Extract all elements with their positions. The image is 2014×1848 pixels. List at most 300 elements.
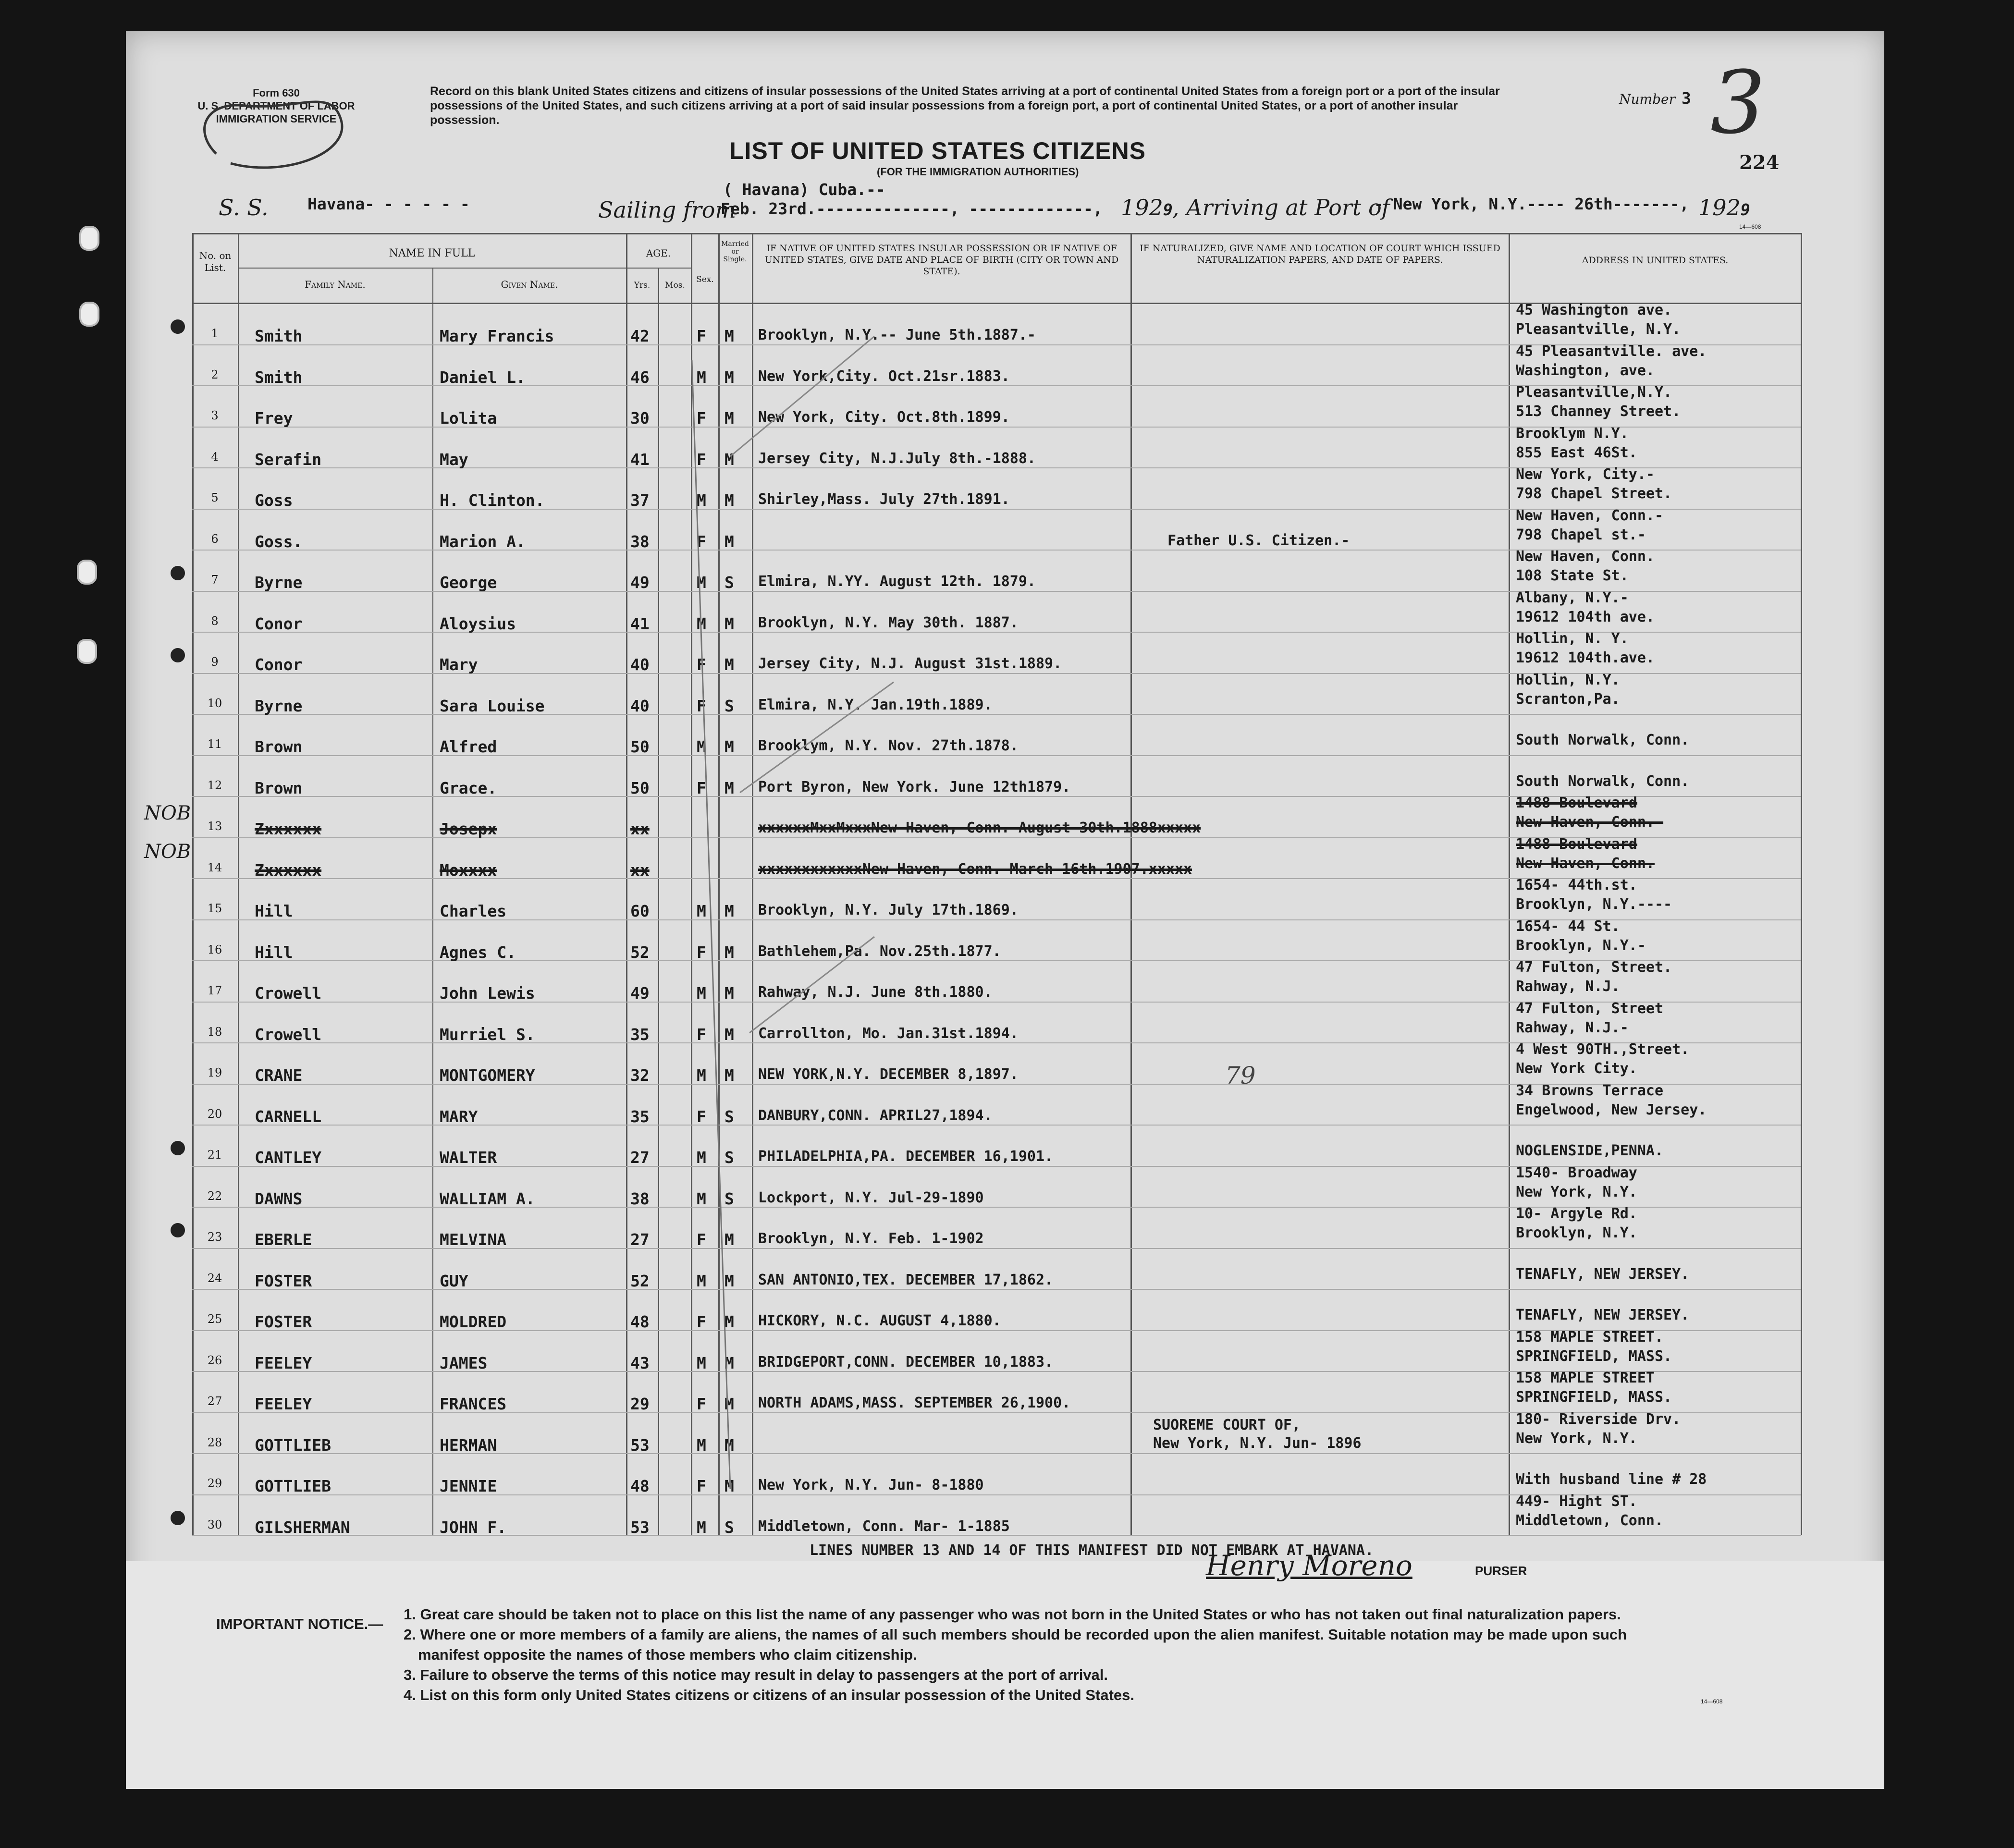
age-years: 37	[630, 491, 650, 510]
col-header-sex: Sex.	[696, 275, 714, 284]
given-name: Charles	[440, 902, 507, 920]
given-name: Mary Francis	[440, 327, 554, 345]
address-line-1: 34 Browns Terrace	[1516, 1082, 1664, 1099]
sex: F	[697, 532, 706, 551]
row-number: 19	[207, 1066, 222, 1079]
address-line-2: 19612 104th.ave.	[1516, 649, 1655, 666]
age-years: 27	[630, 1148, 650, 1167]
family-name: Conor	[255, 614, 303, 633]
printer-mark-footer: 14—608	[1701, 1698, 1723, 1705]
col-border	[432, 268, 433, 1535]
stamped-circle-mark	[187, 58, 370, 183]
family-name: Zxxxxxx	[255, 820, 322, 838]
punch-hole	[79, 302, 99, 327]
family-name: GILSHERMAN	[255, 1518, 350, 1537]
address-line-1: 449- Hight ST.	[1516, 1493, 1637, 1510]
row-number: 4	[211, 450, 219, 464]
handwritten-number: 3	[1710, 53, 1766, 153]
sailing-year-prefix: 192	[1121, 195, 1163, 220]
given-name: HERMAN	[440, 1435, 497, 1455]
address-line-2: Engelwood, New Jersey.	[1516, 1101, 1707, 1118]
address-line-1: New Haven, Conn.-	[1516, 507, 1664, 524]
birth-place-date: xxxxxxMxxMxxxNew Haven, Conn. August 30th.1888xxxxx	[758, 820, 1201, 836]
sex: M	[697, 491, 706, 510]
punch-hole	[79, 226, 99, 251]
address-line-1: Hollin, N.Y.	[1516, 671, 1620, 688]
address-line-2: Pleasantville, N.Y.	[1516, 321, 1681, 338]
sailing-year-suffix: 9	[1163, 200, 1173, 219]
family-name: Smith	[255, 367, 303, 387]
birth-place-date: NORTH ADAMS,MASS. SEPTEMBER 26,1900.	[758, 1395, 1071, 1411]
age-years: 40	[630, 696, 650, 715]
marital-status: M	[725, 327, 734, 345]
address-line-2: New York, N.Y.	[1516, 1430, 1637, 1447]
given-name: FRANCES	[440, 1395, 507, 1413]
age-years: 53	[630, 1518, 650, 1537]
row-number: 12	[207, 778, 222, 792]
birth-place-date: Rahway, N.J. June 8th.1880.	[758, 984, 993, 1001]
notice-item-2-cont: manifest opposite the names of those members who claim citizenship.	[418, 1646, 917, 1663]
arrival-year-prefix: 192	[1698, 195, 1741, 220]
arriving-label: , Arriving at Port of	[1172, 195, 1390, 220]
row-number: 6	[211, 532, 219, 546]
family-name: DAWNS	[255, 1189, 303, 1208]
birth-place-date: Elmira, N.YY. August 12th. 1879.	[758, 573, 1036, 590]
row-separator	[192, 1125, 1801, 1126]
sex: F	[697, 655, 706, 674]
list-number-label: Number	[1619, 91, 1675, 107]
given-name: WALTER	[440, 1148, 497, 1167]
sex: F	[697, 409, 706, 428]
given-name: George	[440, 573, 497, 592]
family-name: Goss	[255, 491, 293, 510]
address-line-2: Rahway, N.J.	[1516, 978, 1620, 995]
col-border	[192, 233, 194, 1535]
given-name: Grace.	[440, 778, 497, 797]
age-years: 41	[630, 450, 650, 469]
sex: M	[697, 902, 706, 920]
col-border	[626, 233, 627, 1535]
family-name: GOTTLIEB	[255, 1477, 331, 1495]
marital-status: M	[725, 1312, 734, 1331]
given-name: MONTGOMERY	[440, 1066, 535, 1085]
row-number: 29	[207, 1477, 222, 1490]
given-name: JAMES	[440, 1353, 488, 1372]
sex: F	[697, 1230, 706, 1249]
address-line-1: New Haven, Conn.	[1516, 548, 1655, 565]
address-line-2: South Norwalk, Conn.	[1516, 772, 1690, 790]
family-name: Goss.	[255, 532, 303, 551]
footer-note: LINES NUMBER 13 AND 14 OF THIS MANIFEST DID NOT EMBARK AT HAVANA.	[810, 1542, 1374, 1559]
table-top-border	[192, 233, 1801, 234]
printer-mark: 14—608	[1739, 223, 1761, 230]
sex: F	[697, 1477, 706, 1495]
sailing-year	[1121, 195, 1173, 220]
address-line-2: New York, N.Y.	[1516, 1183, 1637, 1200]
row-number: 28	[207, 1435, 222, 1449]
address-line-2: TENAFLY, NEW JERSEY.	[1516, 1265, 1690, 1283]
address-line-1: 158 MAPLE STREET.	[1516, 1328, 1664, 1346]
address-line-2: South Norwalk, Conn.	[1516, 732, 1690, 748]
col-header-yrs: Yrs.	[634, 281, 651, 290]
given-name: JENNIE	[440, 1477, 497, 1495]
family-name: GOTTLIEB	[255, 1435, 331, 1455]
given-name: MARY	[440, 1107, 478, 1126]
family-name: Brown	[255, 778, 303, 797]
pencil-check-marks	[673, 288, 961, 1537]
punch-dot	[171, 1511, 185, 1525]
margin-note-nob: NOB	[144, 841, 191, 863]
marital-status: M	[725, 902, 734, 920]
birth-place-date: Port Byron, New York. June 12th1879.	[758, 778, 1071, 795]
age-years: 50	[630, 778, 650, 797]
address-line-2: Brooklyn, N.Y.	[1516, 1224, 1637, 1241]
marital-status: M	[725, 409, 734, 428]
birth-place-date: PHILADELPHIA,PA. DECEMBER 16,1901.	[758, 1148, 1054, 1165]
row-number: 18	[207, 1025, 222, 1039]
birth-place-date: New York, N.Y. Jun- 8-1880	[758, 1477, 984, 1493]
address-line-1: Pleasantville,N.Y.	[1516, 384, 1672, 401]
row-number: 10	[207, 696, 222, 710]
sex: F	[697, 778, 706, 797]
age-years: 48	[630, 1312, 650, 1331]
punch-dot	[171, 648, 185, 662]
form-number: Form 630	[253, 87, 300, 99]
age-years: 42	[630, 327, 650, 345]
row-number: 7	[211, 573, 219, 587]
given-name: Daniel L.	[440, 367, 526, 387]
marital-status: M	[725, 1395, 734, 1413]
family-name: Crowell	[255, 984, 322, 1003]
age-years: 48	[630, 1477, 650, 1495]
given-name: Lolita	[440, 409, 497, 428]
page-number: 224	[1739, 151, 1780, 174]
family-name: FEELEY	[255, 1353, 312, 1372]
row-number: 25	[207, 1312, 222, 1326]
address-line-1: Hollin, N. Y.	[1516, 630, 1629, 647]
sailing-from-port: ( Havana) Cuba.--	[723, 180, 885, 199]
marital-status: S	[725, 1189, 734, 1208]
row-number: 26	[207, 1353, 222, 1367]
marital-status: S	[725, 1107, 734, 1126]
birth-place-date: Brooklym, N.Y. Nov. 27th.1878.	[758, 737, 1019, 754]
family-name: Serafin	[255, 450, 322, 469]
age-years: 27	[630, 1230, 650, 1249]
birth-place-date: Shirley,Mass. July 27th.1891.	[758, 491, 1010, 508]
row-number: 2	[211, 367, 219, 381]
col-header-naturalized: IF NATURALIZED, GIVE NAME AND LOCATION OF COURT WHICH ISSUED NATURALIZATION PAPERS, AND DATE OF PAPERS.	[1140, 243, 1500, 265]
address-line-2: Middletown, Conn.	[1516, 1512, 1664, 1529]
address-line-2: 798 Chapel Street.	[1516, 485, 1672, 502]
row-number: 22	[207, 1189, 222, 1203]
row-number: 11	[207, 737, 222, 751]
given-name: MOLDRED	[440, 1312, 507, 1331]
col-border	[1130, 233, 1132, 1535]
row-number: 27	[207, 1395, 222, 1408]
birth-place-date: Brooklyn, N.Y. May 30th. 1887.	[758, 614, 1019, 631]
purser-label: PURSER	[1475, 1564, 1527, 1578]
age-years: 43	[630, 1353, 650, 1372]
given-name: Josepx	[440, 820, 497, 838]
birth-place-date: Brooklyn, N.Y. Feb. 1-1902	[758, 1230, 984, 1247]
row-number: 9	[211, 655, 219, 669]
family-name: Frey	[255, 409, 293, 428]
col-border	[238, 233, 239, 1535]
punch-dot	[171, 319, 185, 334]
age-years: 38	[630, 1189, 650, 1208]
sex: F	[697, 696, 706, 715]
given-name: H. Clinton.	[440, 491, 545, 510]
address-line-2: New Haven, Conn.	[1516, 855, 1655, 872]
notice-item-2: 2. Where one or more members of a family are aliens, the names of all such members should be recorded upon the alien manifest. Suitable notation may be made upon such	[404, 1626, 1627, 1643]
col-header-family: Family Name.	[305, 279, 366, 290]
row-separator	[192, 714, 1801, 715]
address-line-2: 798 Chapel st.-	[1516, 526, 1646, 543]
address-line-1: 1540- Broadway	[1516, 1164, 1637, 1181]
row-number: 30	[207, 1518, 222, 1531]
family-name: Conor	[255, 655, 303, 674]
margin-note-nob: NOB	[144, 802, 191, 824]
address-line-1: 1654- 44th.st.	[1516, 877, 1637, 893]
sex: F	[697, 327, 706, 345]
given-name: May	[440, 450, 468, 469]
age-years: 50	[630, 737, 650, 756]
given-name: Sara Louise	[440, 696, 545, 715]
sex: M	[697, 1189, 706, 1208]
address-line-1: 45 Pleasantville. ave.	[1516, 343, 1707, 360]
form-service: IMMIGRATION SERVICE	[216, 113, 337, 125]
ss-label: S. S.	[219, 195, 269, 220]
address-line-2: With husband line # 28	[1516, 1471, 1707, 1488]
given-name: Marion A.	[440, 532, 526, 551]
sex: M	[697, 984, 706, 1003]
intro-instructions: Record on this blank United States citizens and citizens of insular possessions of the United States arriving at a port of continental United States from a foreign port or a port of the insular possessions of the United States, and such citizens arriving at a port of said insular possessions from a foreign port, a port of continental United States, or a port of another insular possession.	[430, 85, 1500, 127]
address-line-2: Rahway, N.J.-	[1516, 1019, 1629, 1036]
age-years: 60	[630, 902, 650, 920]
notice-item-4: 4. List on this form only United States citizens or citizens of an insular possession of the United States.	[404, 1687, 1134, 1703]
col-header-no: No. on List.	[199, 250, 232, 273]
birth-place-date: xxxxxxxxxxxxNew Haven, Conn. March 16th.1907.xxxxx	[758, 860, 1192, 878]
age-years: 35	[630, 1107, 650, 1126]
row-separator	[192, 1453, 1801, 1454]
notice-item-3: 3. Failure to observe the terms of this notice may result in delay to passengers at the port of arrival.	[404, 1666, 1108, 1683]
family-name: Hill	[255, 942, 293, 962]
birth-place-date: HICKORY, N.C. AUGUST 4,1880.	[758, 1312, 1001, 1329]
marital-status: M	[725, 491, 734, 510]
address-line-2: New Haven, Conn.-	[1516, 814, 1664, 831]
sex: M	[697, 1353, 706, 1372]
age-years: 38	[630, 532, 650, 551]
arrival-year	[1698, 195, 1750, 220]
given-name: Murriel S.	[440, 1025, 535, 1044]
row-separator	[192, 755, 1801, 756]
address-line-1: 47 Fulton, Street.	[1516, 959, 1672, 976]
family-name: Zxxxxxx	[255, 860, 322, 880]
age-years: 29	[630, 1395, 650, 1413]
birth-place-date: Brooklyn, N.Y.-- June 5th.1887.-	[758, 327, 1036, 343]
address-line-2: SPRINGFIELD, MASS.	[1516, 1389, 1672, 1406]
age-years: 49	[630, 984, 650, 1003]
address-line-2: New York City.	[1516, 1060, 1637, 1077]
age-years: 30	[630, 409, 650, 428]
marital-status: M	[725, 367, 734, 387]
marital-status: S	[725, 1148, 734, 1167]
given-name: Moxxxx	[440, 860, 497, 880]
age-years: 53	[630, 1435, 650, 1455]
marital-status: M	[725, 1435, 734, 1455]
address-line-2: Brooklyn, N.Y.----	[1516, 896, 1672, 913]
page-subtitle: (FOR THE IMMIGRATION AUTHORITIES)	[877, 166, 1079, 178]
row-number: 17	[207, 984, 222, 997]
ship-name: Havana- - - - - -	[307, 195, 470, 213]
address-line-2: 513 Channey Street.	[1516, 403, 1681, 420]
court-mark: 79	[1225, 1062, 1256, 1089]
sex: M	[697, 614, 706, 633]
row-number: 1	[211, 327, 219, 340]
birth-place-date: BRIDGEPORT,CONN. DECEMBER 10,1883.	[758, 1353, 1054, 1371]
age-years: 41	[630, 614, 650, 633]
age-years: xx	[630, 860, 650, 880]
sailing-date: Feb. 23rd.--------------, -------------,	[721, 199, 1103, 218]
address-line-2: SPRINGFIELD, MASS.	[1516, 1347, 1672, 1365]
marital-status: M	[725, 1477, 734, 1495]
age-years: 49	[630, 573, 650, 592]
row-number: 13	[207, 820, 222, 833]
age-years: 52	[630, 1271, 650, 1290]
address-line-2: Scranton,Pa.	[1516, 690, 1620, 708]
row-number: 14	[207, 860, 222, 874]
given-name: Agnes C.	[440, 942, 516, 962]
marital-status: M	[725, 655, 734, 674]
row-number: 5	[211, 491, 219, 504]
marital-status: M	[725, 778, 734, 797]
age-years: xx	[630, 820, 650, 838]
sex: M	[697, 367, 706, 387]
name-subheader-line	[238, 268, 626, 269]
naturalization-info: New York, N.Y. Jun- 1896	[1153, 1434, 1362, 1452]
address-line-1: 45 Washington ave.	[1516, 302, 1672, 318]
punch-hole	[77, 639, 97, 664]
given-name: MELVINA	[440, 1230, 507, 1249]
row-separator	[192, 1248, 1801, 1249]
sex: F	[697, 1312, 706, 1331]
sex: M	[697, 1066, 706, 1085]
given-name: John Lewis	[440, 984, 535, 1003]
address-line-2: Washington, ave.	[1516, 362, 1655, 379]
birth-place-date: Brooklyn, N.Y. July 17th.1869.	[758, 902, 1019, 918]
address-line-1: 180- Riverside Drv.	[1516, 1410, 1681, 1428]
sex: M	[697, 1518, 706, 1537]
birth-place-date: Elmira, N.Y. Jan.19th.1889.	[758, 696, 993, 713]
address-line-2: 19612 104th ave.	[1516, 608, 1655, 625]
marital-status: S	[725, 696, 734, 715]
age-years: 46	[630, 367, 650, 387]
sex: M	[697, 737, 706, 756]
address-line-1: 1488 Boulevard	[1516, 835, 1637, 853]
marital-status: M	[725, 1230, 734, 1249]
birth-place-date: Lockport, N.Y. Jul-29-1890	[758, 1189, 984, 1206]
marital-status: M	[725, 450, 734, 469]
address-line-2: 108 State St.	[1516, 567, 1629, 584]
address-line-1: 4 West 90TH.,Street.	[1516, 1041, 1690, 1058]
col-header-name: NAME IN FULL	[389, 247, 475, 259]
sex: M	[697, 1148, 706, 1167]
age-years: 35	[630, 1025, 650, 1044]
col-border	[1801, 233, 1802, 1535]
arrival-port: - New York, N.Y.---- 26th-------,	[1374, 195, 1689, 213]
family-name: Byrne	[255, 696, 303, 715]
sex: F	[697, 450, 706, 469]
col-border	[658, 268, 659, 1535]
sex: M	[697, 1271, 706, 1290]
sex: F	[697, 1107, 706, 1126]
address-line-2: Brooklyn, N.Y.-	[1516, 937, 1646, 954]
birth-place-date: Bathlehem,Pa. Nov.25th.1877.	[758, 942, 1001, 960]
birth-place-date: Jersey City, N.J.July 8th.-1888.	[758, 450, 1036, 467]
address-line-2: 855 East 46St.	[1516, 444, 1637, 461]
marital-status: M	[725, 984, 734, 1003]
form-department: U. S. DEPARTMENT OF LABOR	[197, 100, 355, 112]
birth-place-date: Middletown, Conn. Mar- 1-1885	[758, 1518, 1010, 1535]
given-name: GUY	[440, 1271, 468, 1290]
col-header-address: ADDRESS IN UNITED STATES.	[1582, 255, 1729, 266]
address-line-1: Brooklym N.Y.	[1516, 425, 1629, 442]
family-name: FOSTER	[255, 1271, 312, 1290]
marital-status: S	[725, 1518, 734, 1537]
sex: F	[697, 1025, 706, 1044]
sex: F	[697, 1395, 706, 1413]
marital-status: M	[725, 532, 734, 551]
naturalization-info: SUOREME COURT OF,	[1153, 1416, 1301, 1433]
family-name: Smith	[255, 327, 303, 345]
family-name: Hill	[255, 902, 293, 920]
birth-place-date: Jersey City, N.J. August 31st.1889.	[758, 655, 1062, 672]
purser-signature: Henry Moreno	[1206, 1549, 1412, 1582]
address-line-1: 47 Fulton, Street	[1516, 1000, 1664, 1017]
row-number: 8	[211, 614, 219, 628]
row-number: 21	[207, 1148, 222, 1162]
punch-dot	[171, 1223, 185, 1237]
marital-status: M	[725, 737, 734, 756]
col-header-age: AGE.	[646, 247, 671, 259]
family-name: Crowell	[255, 1025, 322, 1044]
col-header-birth: IF NATIVE OF UNITED STATES INSULAR POSSESSION OR IF NATIVE OF UNITED STATES, GIVE DATE AND PLACE OF BIRTH (CITY OR TOWN AND STATE).	[764, 243, 1119, 277]
age-years: 40	[630, 655, 650, 674]
family-name: FOSTER	[255, 1312, 312, 1331]
birth-place-date: SAN ANTONIO,TEX. DECEMBER 17,1862.	[758, 1271, 1054, 1288]
punch-dot	[171, 566, 185, 580]
address-line-1: 1654- 44 St.	[1516, 918, 1620, 935]
col-header-given: Given Name.	[501, 279, 558, 290]
family-name: Byrne	[255, 573, 303, 592]
list-number-value: 3	[1682, 89, 1691, 108]
notice-item-1: 1. Great care should be taken not to place on this list the name of any passenger who was not born in the United States or who has not taken out final naturalization papers.	[404, 1606, 1621, 1623]
birth-place-date: NEW YORK,N.Y. DECEMBER 8,1897.	[758, 1066, 1019, 1083]
marital-status: M	[725, 1025, 734, 1044]
col-header-mos: Mos.	[665, 281, 685, 290]
important-notice-heading: IMPORTANT NOTICE.—	[216, 1615, 383, 1632]
col-border	[1509, 233, 1510, 1535]
row-number: 15	[207, 902, 222, 915]
address-line-1: 10- Argyle Rd.	[1516, 1205, 1637, 1222]
row-number: 20	[207, 1107, 222, 1121]
address-line-2: TENAFLY, NEW JERSEY.	[1516, 1307, 1690, 1323]
birth-place-date: Carrollton, Mo. Jan.31st.1894.	[758, 1025, 1019, 1042]
birth-place-date: New York,City. Oct.21sr.1883.	[758, 367, 1010, 385]
sailing-from-label: Sailing from	[598, 197, 737, 223]
row-number: 24	[207, 1271, 222, 1285]
address-line-1: New York, City.-	[1516, 466, 1655, 483]
